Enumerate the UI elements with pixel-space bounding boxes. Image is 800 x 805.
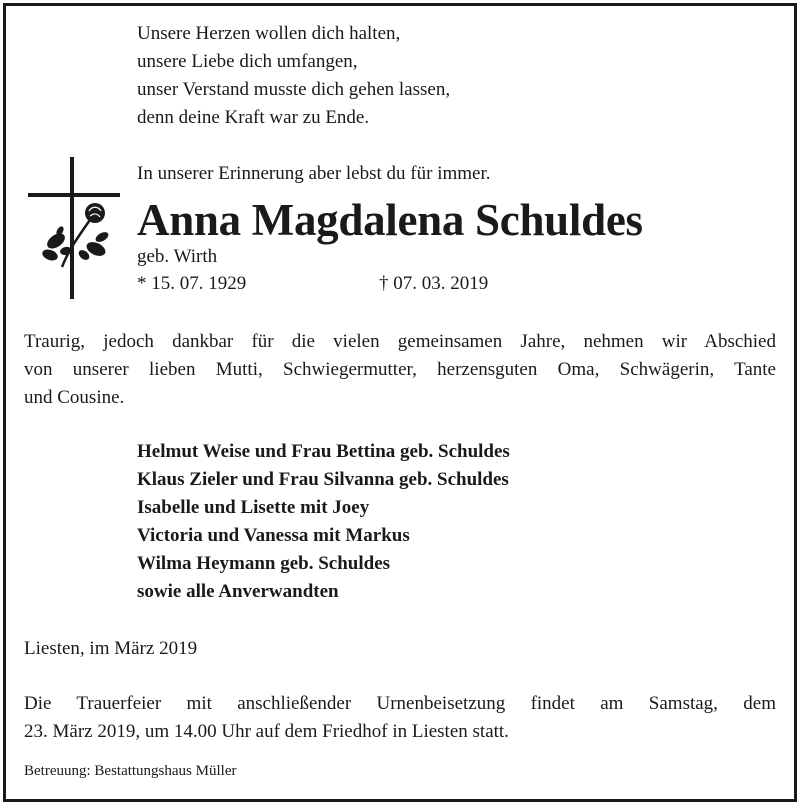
care-note: Betreuung: Bestattungshaus Müller	[24, 763, 237, 779]
poem	[137, 20, 450, 132]
mourner-line: Klaus Zieler und Frau Silvanna geb. Schuldes	[137, 469, 509, 490]
tribute-text	[24, 328, 776, 412]
mourner-line: Isabelle und Lisette mit Joey	[137, 497, 370, 518]
tribute-line: von unserer lieben Mutti, Schwiegermutter, herzensguten Oma, Schwägerin, Tante	[24, 359, 776, 380]
poem-line: unsere Liebe dich umfangen,	[137, 51, 358, 72]
mourner-line: sowie alle Anverwandten	[137, 581, 339, 602]
remembrance-line: In unserer Erinnerung aber lebst du für immer.	[137, 163, 491, 184]
mourner-line: Victoria und Vanessa mit Markus	[137, 525, 410, 546]
mourners-list	[137, 438, 510, 606]
tribute-line: Traurig, jedoch dankbar für die vielen gemeinsamen Jahre, nehmen wir Abschied	[24, 331, 776, 352]
ceremony-line: Die Trauerfeier mit anschließender Urnenbeisetzung findet am Samstag, dem	[24, 693, 776, 714]
birth-name: geb. Wirth	[137, 246, 218, 267]
ceremony-line: 23. März 2019, um 14.00 Uhr auf dem Friedhof in Liesten statt.	[24, 721, 509, 742]
poem-line: unser Verstand musste dich gehen lassen,	[137, 79, 451, 100]
place-date: Liesten, im März 2019	[24, 638, 198, 659]
poem-line: Unsere Herzen wollen dich halten,	[137, 23, 401, 44]
mourner-line: Wilma Heymann geb. Schuldes	[137, 553, 391, 574]
mourner-line: Helmut Weise und Frau Bettina geb. Schuldes	[137, 441, 510, 462]
deceased-name: Anna Magdalena Schuldes	[137, 195, 643, 245]
cross-with-rose-icon	[26, 155, 122, 301]
ceremony-text	[24, 690, 776, 746]
poem-line: denn deine Kraft war zu Ende.	[137, 107, 370, 128]
birth-date: * 15. 07. 1929	[137, 273, 247, 294]
tribute-line: und Cousine.	[24, 387, 125, 408]
death-date: † 07. 03. 2019	[379, 273, 489, 294]
